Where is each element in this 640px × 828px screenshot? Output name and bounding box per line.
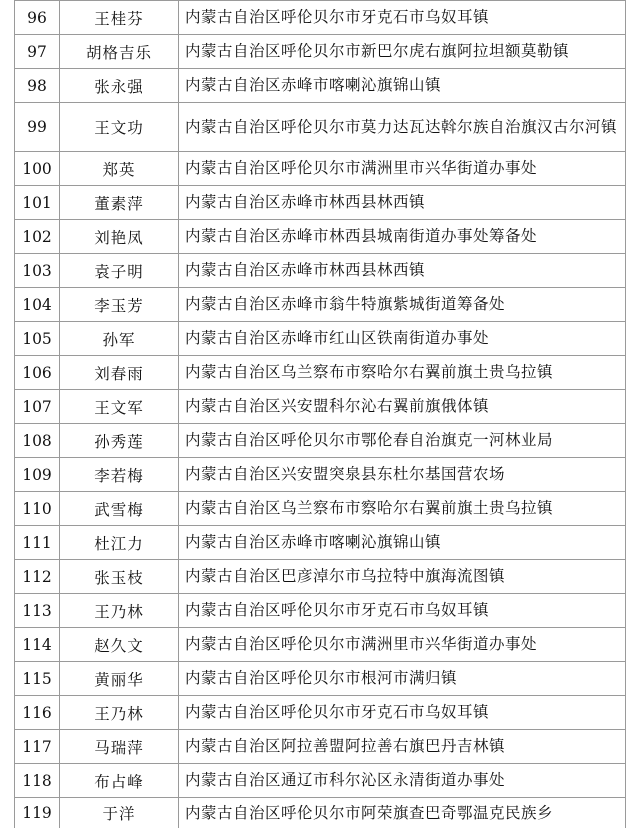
table-row <box>15 288 626 322</box>
address-cell: 内蒙古自治区兴安盟突泉县东杜尔基国营农场 <box>179 458 626 492</box>
address-cell: 内蒙古自治区呼伦贝尔市牙克石市乌奴耳镇 <box>179 1 626 35</box>
row-number-cell: 107 <box>15 390 60 424</box>
table-row <box>15 103 626 152</box>
address-cell: 内蒙古自治区呼伦贝尔市满洲里市兴华街道办事处 <box>179 152 626 186</box>
person-name-cell: 袁子明 <box>60 254 179 288</box>
row-number-cell: 98 <box>15 69 60 103</box>
table-row <box>15 526 626 560</box>
roster-table <box>14 0 626 828</box>
row-number-cell: 97 <box>15 35 60 69</box>
table-row <box>15 220 626 254</box>
person-name-cell: 李若梅 <box>60 458 179 492</box>
table-row <box>15 254 626 288</box>
address-cell: 内蒙古自治区呼伦贝尔市根河市满归镇 <box>179 662 626 696</box>
row-number-cell: 96 <box>15 1 60 35</box>
row-number-cell: 114 <box>15 628 60 662</box>
person-name-cell: 李玉芳 <box>60 288 179 322</box>
address-cell: 内蒙古自治区赤峰市翁牛特旗紫城街道筹备处 <box>179 288 626 322</box>
table-row <box>15 730 626 764</box>
table-row <box>15 560 626 594</box>
row-number-cell: 100 <box>15 152 60 186</box>
address-cell: 内蒙古自治区赤峰市喀喇沁旗锦山镇 <box>179 526 626 560</box>
row-number-cell: 111 <box>15 526 60 560</box>
row-number-cell: 112 <box>15 560 60 594</box>
row-number-cell: 104 <box>15 288 60 322</box>
row-number-cell: 99 <box>15 103 60 152</box>
table-row <box>15 696 626 730</box>
row-number-cell: 119 <box>15 798 60 828</box>
person-name-cell: 刘春雨 <box>60 356 179 390</box>
address-cell: 内蒙古自治区赤峰市林西县城南街道办事处筹备处 <box>179 220 626 254</box>
address-cell: 内蒙古自治区兴安盟科尔沁右翼前旗俄体镇 <box>179 390 626 424</box>
row-number-cell: 116 <box>15 696 60 730</box>
address-cell: 内蒙古自治区赤峰市林西县林西镇 <box>179 186 626 220</box>
person-name-cell: 于洋 <box>60 798 179 828</box>
person-name-cell: 马瑞萍 <box>60 730 179 764</box>
roster-table-body <box>15 1 626 828</box>
person-name-cell: 董素萍 <box>60 186 179 220</box>
table-row <box>15 662 626 696</box>
address-cell: 内蒙古自治区乌兰察布市察哈尔右翼前旗土贵乌拉镇 <box>179 492 626 526</box>
row-number-cell: 115 <box>15 662 60 696</box>
table-row <box>15 628 626 662</box>
row-number-cell: 109 <box>15 458 60 492</box>
person-name-cell: 王桂芬 <box>60 1 179 35</box>
address-cell: 内蒙古自治区阿拉善盟阿拉善右旗巴丹吉林镇 <box>179 730 626 764</box>
table-row <box>15 152 626 186</box>
row-number-cell: 110 <box>15 492 60 526</box>
address-cell: 内蒙古自治区巴彦淖尔市乌拉特中旗海流图镇 <box>179 560 626 594</box>
person-name-cell: 刘艳凤 <box>60 220 179 254</box>
person-name-cell: 黄丽华 <box>60 662 179 696</box>
address-cell: 内蒙古自治区赤峰市喀喇沁旗锦山镇 <box>179 69 626 103</box>
person-name-cell: 胡格吉乐 <box>60 35 179 69</box>
person-name-cell: 孙军 <box>60 322 179 356</box>
person-name-cell: 孙秀莲 <box>60 424 179 458</box>
address-cell: 内蒙古自治区呼伦贝尔市莫力达瓦达斡尔族自治旗汉古尔河镇 <box>179 103 626 152</box>
row-number-cell: 101 <box>15 186 60 220</box>
person-name-cell: 张永强 <box>60 69 179 103</box>
address-cell: 内蒙古自治区呼伦贝尔市鄂伦春自治旗克一河林业局 <box>179 424 626 458</box>
row-number-cell: 113 <box>15 594 60 628</box>
table-row <box>15 594 626 628</box>
roster-table-container <box>14 0 626 828</box>
table-row <box>15 322 626 356</box>
person-name-cell: 王文军 <box>60 390 179 424</box>
address-cell: 内蒙古自治区通辽市科尔沁区永清街道办事处 <box>179 764 626 798</box>
person-name-cell: 王乃林 <box>60 696 179 730</box>
table-row <box>15 1 626 35</box>
person-name-cell: 杜江力 <box>60 526 179 560</box>
person-name-cell: 王文功 <box>60 103 179 152</box>
person-name-cell: 武雪梅 <box>60 492 179 526</box>
row-number-cell: 105 <box>15 322 60 356</box>
row-number-cell: 108 <box>15 424 60 458</box>
person-name-cell: 郑英 <box>60 152 179 186</box>
address-cell: 内蒙古自治区呼伦贝尔市满洲里市兴华街道办事处 <box>179 628 626 662</box>
row-number-cell: 117 <box>15 730 60 764</box>
address-cell: 内蒙古自治区呼伦贝尔市牙克石市乌奴耳镇 <box>179 594 626 628</box>
table-row <box>15 492 626 526</box>
person-name-cell: 王乃林 <box>60 594 179 628</box>
address-cell: 内蒙古自治区呼伦贝尔市阿荣旗查巴奇鄂温克民族乡 <box>179 798 626 828</box>
table-row <box>15 186 626 220</box>
address-cell: 内蒙古自治区赤峰市红山区铁南街道办事处 <box>179 322 626 356</box>
person-name-cell: 张玉枝 <box>60 560 179 594</box>
table-row <box>15 458 626 492</box>
row-number-cell: 118 <box>15 764 60 798</box>
row-number-cell: 106 <box>15 356 60 390</box>
table-row <box>15 356 626 390</box>
row-number-cell: 103 <box>15 254 60 288</box>
table-row <box>15 35 626 69</box>
table-row <box>15 390 626 424</box>
table-row <box>15 69 626 103</box>
person-name-cell: 赵久文 <box>60 628 179 662</box>
row-number-cell: 102 <box>15 220 60 254</box>
table-row <box>15 798 626 828</box>
address-cell: 内蒙古自治区乌兰察布市察哈尔右翼前旗土贵乌拉镇 <box>179 356 626 390</box>
table-row <box>15 764 626 798</box>
address-cell: 内蒙古自治区呼伦贝尔市牙克石市乌奴耳镇 <box>179 696 626 730</box>
address-cell: 内蒙古自治区呼伦贝尔市新巴尔虎右旗阿拉坦额莫勒镇 <box>179 35 626 69</box>
person-name-cell: 布占峰 <box>60 764 179 798</box>
address-cell: 内蒙古自治区赤峰市林西县林西镇 <box>179 254 626 288</box>
table-row <box>15 424 626 458</box>
